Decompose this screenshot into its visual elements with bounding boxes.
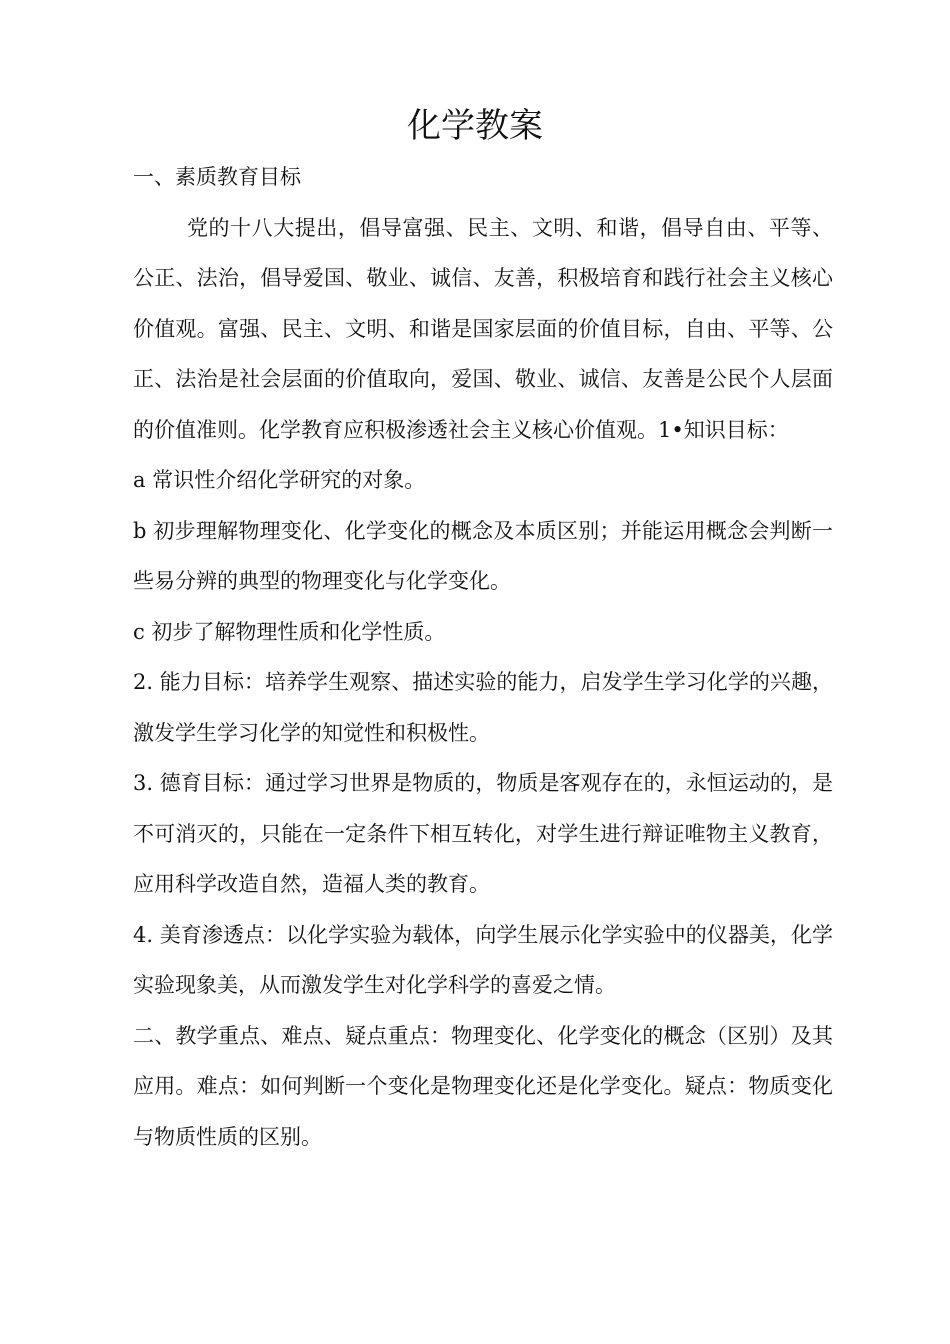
aesthetic-objective: 4. 美育渗透点：以化学实验为载体，向学生展示化学实验中的仪器美，化学实验现象美，从而激发学生对化学科学的喜爱之情。 <box>133 922 833 997</box>
intro-paragraph: 党的十八大提出，倡导富强、民主、文明、和谐，倡导自由、平等、公正、法治，倡导爱国、敬业、诚信、友善，积极培育和践行社会主义核心价值观。富强、民主、文明、和谐是国家层面的价值目标，自由、平等、公正、法治是社会层面的价值取向，爱国、敬业、诚信、友善是公民个人层面的价值准则。化学教育应积极渗透社会主义核心价值观。1•知识目标： <box>133 215 833 442</box>
knowledge-item-c: c 初步了解物理性质和化学性质。 <box>133 619 446 644</box>
document-body <box>133 152 833 1162</box>
document-title: 化学教案 <box>407 106 543 146</box>
moral-objective: 3. 德育目标：通过学习世界是物质的，物质是客观存在的，永恒运动的，是不可消灭的，只能在一定条件下相互转化，对学生进行辩证唯物主义教育，应用科学改造自然，造福人类的教育。 <box>133 771 833 896</box>
knowledge-item-b: b 初步理解物理变化、化学变化的概念及本质区别；并能运用概念会判断一些易分辨的典型的物理变化与化学变化。 <box>133 518 833 593</box>
section-heading-objectives: 一、素质教育目标 <box>133 165 301 189</box>
ability-objective: 2. 能力目标：培养学生观察、描述实验的能力，启发学生学习化学的兴趣，激发学生学习化学的知觉性和积极性。 <box>133 670 833 745</box>
knowledge-item-a: a 常识性介绍化学研究的对象。 <box>133 468 426 492</box>
section-key-points: 二、教学重点、难点、疑点重点：物理变化、化学变化的概念（区别）及其应用。难点：如何判断一个变化是物理变化还是化学变化。疑点：物质变化与物质性质的区别。 <box>133 1023 833 1149</box>
